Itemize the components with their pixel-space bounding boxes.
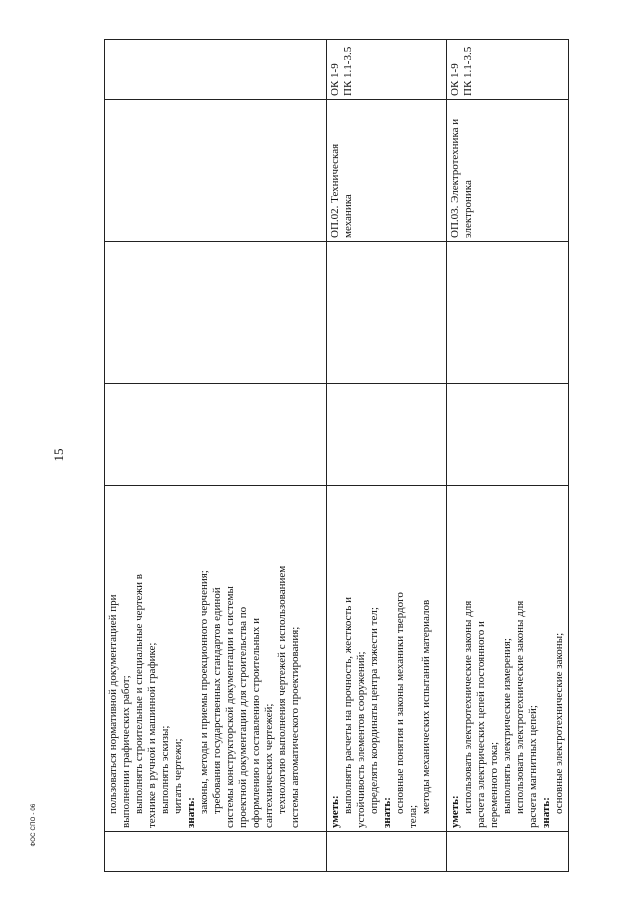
requirement-line: основные понятия и законы механики твердого xyxy=(394,592,406,814)
table-row xyxy=(447,40,569,872)
footer-code: ФОС СПО - 06 xyxy=(31,803,37,847)
requirement-line: выполнять электрические измерения; xyxy=(501,638,513,814)
requirements-lines xyxy=(107,489,302,828)
requirement-line: уметь: xyxy=(449,795,461,828)
table-cell-empty xyxy=(327,242,447,384)
requirement-line: знать: xyxy=(185,797,197,828)
competencies-lines xyxy=(329,43,355,96)
requirement-line: уметь: xyxy=(329,795,341,828)
competency-table xyxy=(104,39,569,872)
table-cell-empty xyxy=(105,242,327,384)
requirement-line: проектной документации для строительства по xyxy=(237,606,249,828)
competency-code: ОК 1-9 xyxy=(449,63,461,96)
requirement-line: выполнении графических работ; xyxy=(120,675,132,828)
requirement-line: тела; xyxy=(407,804,419,828)
competencies-cell xyxy=(327,40,447,100)
requirement-line: знать: xyxy=(540,797,552,828)
table-cell-empty xyxy=(447,242,569,384)
discipline-cell: ОП.03. Электротехника и электроника xyxy=(447,100,569,242)
requirement-line: переменного тока; xyxy=(488,741,500,828)
requirement-line: законы, методы и приемы проекционного черчения; xyxy=(198,570,210,814)
requirement-line: расчета магнитных цепей; xyxy=(527,705,539,828)
requirement-line: методы механических испытаний материалов xyxy=(420,599,432,814)
table-cell-empty xyxy=(327,832,447,872)
requirement-line: пользоваться нормативной документацией при xyxy=(107,594,119,814)
requirement-line: системы автоматического проектирования; xyxy=(289,626,301,828)
requirement-line: оформлению и составлению строительных и xyxy=(250,617,262,828)
requirements-cell xyxy=(447,486,569,832)
competency-table-wrapper xyxy=(104,40,568,872)
requirements-lines xyxy=(449,489,566,828)
requirement-line: выполнять строительные и специальные чертежи в xyxy=(133,574,145,814)
requirements-cell xyxy=(105,486,327,832)
requirement-line: знать: xyxy=(381,797,393,828)
table-cell-empty xyxy=(105,384,327,486)
requirement-line: технике в ручной и машинной графике; xyxy=(146,642,158,828)
requirements-lines xyxy=(329,489,433,828)
competencies-lines xyxy=(449,43,475,96)
table-cell-empty xyxy=(447,384,569,486)
requirement-line: выполнять расчеты на прочность, жесткость и xyxy=(342,597,354,814)
competency-code: ПК 1.1-3.5 xyxy=(342,46,354,96)
requirement-line: основные электротехнические законы; xyxy=(553,632,565,814)
page-number: 15 xyxy=(51,448,66,462)
table-row xyxy=(105,40,327,872)
competencies-cell xyxy=(447,40,569,100)
requirement-line: расчета электрических цепей постоянного и xyxy=(475,621,487,828)
discipline-cell xyxy=(105,100,327,242)
requirement-line: использовать электротехнические законы для xyxy=(462,600,474,814)
competency-code: ПК 1.1-3.5 xyxy=(462,46,474,96)
requirement-line: использовать электротехнические законы для xyxy=(514,600,526,814)
requirement-line: выполнять эскизы; xyxy=(159,725,171,814)
requirement-line: определять координаты центра тяжести тел; xyxy=(368,607,380,814)
requirement-line: требования государственных стандартов единой xyxy=(211,587,223,814)
table-row xyxy=(327,40,447,872)
competencies-cell xyxy=(105,40,327,100)
table-cell-empty xyxy=(327,384,447,486)
requirement-line: системы конструкторской документации и системы xyxy=(224,586,236,828)
table-cell-empty xyxy=(447,832,569,872)
table-cell-empty xyxy=(105,832,327,872)
discipline-cell: ОП.02. Техническая механика xyxy=(327,100,447,242)
requirement-line: сантехнических чертежей; xyxy=(263,703,275,828)
requirements-cell xyxy=(327,486,447,832)
competency-code: ОК 1-9 xyxy=(329,63,341,96)
requirement-line: устойчивость элементов сооружений; xyxy=(355,651,367,828)
requirement-line: технологию выполнения чертежей с использованием xyxy=(276,565,288,814)
requirement-line: читать чертежи; xyxy=(172,738,184,814)
